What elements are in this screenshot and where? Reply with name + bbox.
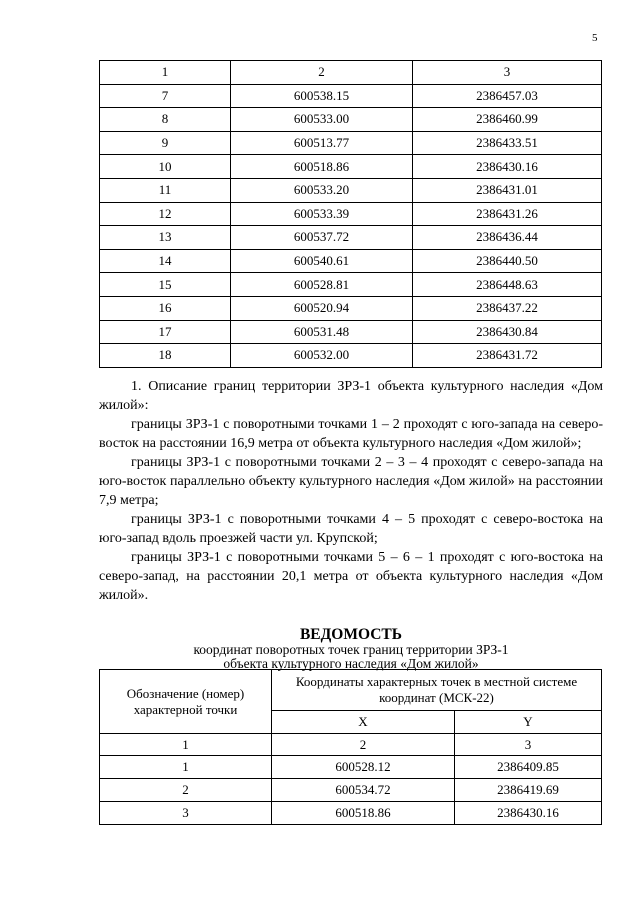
point-number-cell: 17 <box>100 320 231 344</box>
y-coordinate-cell: 2386440.50 <box>413 249 602 273</box>
statement-table-body <box>100 670 602 825</box>
y-coordinate-cell: 2386409.85 <box>455 756 602 779</box>
coordinates-table-body <box>100 61 602 368</box>
y-coordinate-cell: 2386430.16 <box>455 802 602 825</box>
description-block <box>99 377 603 605</box>
table-row <box>100 320 602 344</box>
header-cell: 3 <box>413 61 602 85</box>
y-coordinate-cell: 2386433.51 <box>413 131 602 155</box>
point-number-cell: 12 <box>100 202 231 226</box>
point-number-cell: 15 <box>100 273 231 297</box>
description-heading: 1. Описание границ территории ЗРЗ-1 объекта культурного наследия «Дом жилой»: <box>99 379 603 413</box>
table-row <box>100 178 602 202</box>
table-row <box>100 296 602 320</box>
x-coordinate-cell: 600513.77 <box>231 131 413 155</box>
table-row <box>100 756 602 779</box>
header-cell: 2 <box>231 61 413 85</box>
x-coordinate-cell: 600518.86 <box>272 802 455 825</box>
table-row <box>100 802 602 825</box>
point-number-cell: 14 <box>100 249 231 273</box>
statement-title: ВЕДОМОСТЬ <box>299 626 403 643</box>
coordinates-header: Координаты характерных точек в местной системе координат (МСК-22) <box>272 670 602 711</box>
statement-subtitle: координат поворотных точек границ территории ЗРЗ-1 <box>193 642 509 657</box>
coordinates-table-continued <box>99 60 602 368</box>
numbering-cell: 3 <box>455 734 602 756</box>
description-paragraph: границы ЗРЗ-1 с поворотными точками 4 – 5 проходят с северо-востока на юго-запад вдоль проезжей части ул. Крупской; <box>99 512 603 546</box>
point-number-cell: 11 <box>100 178 231 202</box>
page-number: 5 <box>592 32 598 44</box>
y-coordinate-cell: 2386419.69 <box>455 779 602 802</box>
x-coordinate-cell: 600537.72 <box>231 226 413 250</box>
x-coordinate-cell: 600533.00 <box>231 108 413 132</box>
numbering-cell: 2 <box>272 734 455 756</box>
y-coordinate-cell: 2386437.22 <box>413 296 602 320</box>
table-header-row <box>100 670 602 711</box>
x-coordinate-cell: 600532.00 <box>231 344 413 368</box>
statement-subtitle: объекта культурного наследия «Дом жилой» <box>223 656 479 671</box>
y-header: Y <box>455 711 602 734</box>
point-number-cell: 9 <box>100 131 231 155</box>
table-row <box>100 226 602 250</box>
table-row <box>100 273 602 297</box>
x-coordinate-cell: 600538.15 <box>231 84 413 108</box>
point-number-cell: 13 <box>100 226 231 250</box>
x-coordinate-cell: 600528.81 <box>231 273 413 297</box>
point-number-cell: 16 <box>100 296 231 320</box>
point-number-header: Обозначение (номер) характерной точки <box>100 670 272 734</box>
x-coordinate-cell: 600518.86 <box>231 155 413 179</box>
table-row <box>100 108 602 132</box>
point-number-cell: 10 <box>100 155 231 179</box>
y-coordinate-cell: 2386431.72 <box>413 344 602 368</box>
x-coordinate-cell: 600533.39 <box>231 202 413 226</box>
x-coordinate-cell: 600528.12 <box>272 756 455 779</box>
y-coordinate-cell: 2386436.44 <box>413 226 602 250</box>
y-coordinate-cell: 2386448.63 <box>413 273 602 297</box>
x-header: X <box>272 711 455 734</box>
statement-coordinates-table <box>99 669 602 825</box>
table-row <box>100 84 602 108</box>
y-coordinate-cell: 2386430.84 <box>413 320 602 344</box>
description-paragraph: границы ЗРЗ-1 с поворотными точками 2 – 3 – 4 проходят с северо-запада на юго-восток параллельно объекту культурного наследия «Дом жилой» на расстоянии 7,9 метра; <box>99 455 603 508</box>
table-numbering-row <box>100 734 602 756</box>
point-number-cell: 2 <box>100 779 272 802</box>
y-coordinate-cell: 2386460.99 <box>413 108 602 132</box>
table-row <box>100 779 602 802</box>
table-row <box>100 344 602 368</box>
description-paragraph: границы ЗРЗ-1 с поворотными точками 1 – 2 проходят с юго-запада на северо-восток на расстоянии 16,9 метра от объекта культурного наследия «Дом жилой»; <box>99 417 603 451</box>
point-number-cell: 18 <box>100 344 231 368</box>
y-coordinate-cell: 2386457.03 <box>413 84 602 108</box>
header-cell: 1 <box>100 61 231 85</box>
table-row <box>100 202 602 226</box>
table-row <box>100 131 602 155</box>
table-row <box>100 249 602 273</box>
point-number-cell: 7 <box>100 84 231 108</box>
description-paragraph: границы ЗРЗ-1 с поворотными точками 5 – 6 – 1 проходят с юго-востока на северо-запад, на расстоянии 20,1 метра от объекта культурного наследия «Дом жилой». <box>99 550 603 603</box>
table-row <box>100 155 602 179</box>
x-coordinate-cell: 600540.61 <box>231 249 413 273</box>
x-coordinate-cell: 600533.20 <box>231 178 413 202</box>
point-number-cell: 3 <box>100 802 272 825</box>
x-coordinate-cell: 600531.48 <box>231 320 413 344</box>
numbering-cell: 1 <box>100 734 272 756</box>
x-coordinate-cell: 600534.72 <box>272 779 455 802</box>
y-coordinate-cell: 2386431.26 <box>413 202 602 226</box>
y-coordinate-cell: 2386430.16 <box>413 155 602 179</box>
point-number-cell: 8 <box>100 108 231 132</box>
table-header-row <box>100 61 602 85</box>
point-number-cell: 1 <box>100 756 272 779</box>
x-coordinate-cell: 600520.94 <box>231 296 413 320</box>
y-coordinate-cell: 2386431.01 <box>413 178 602 202</box>
statement-title-block <box>99 626 603 671</box>
